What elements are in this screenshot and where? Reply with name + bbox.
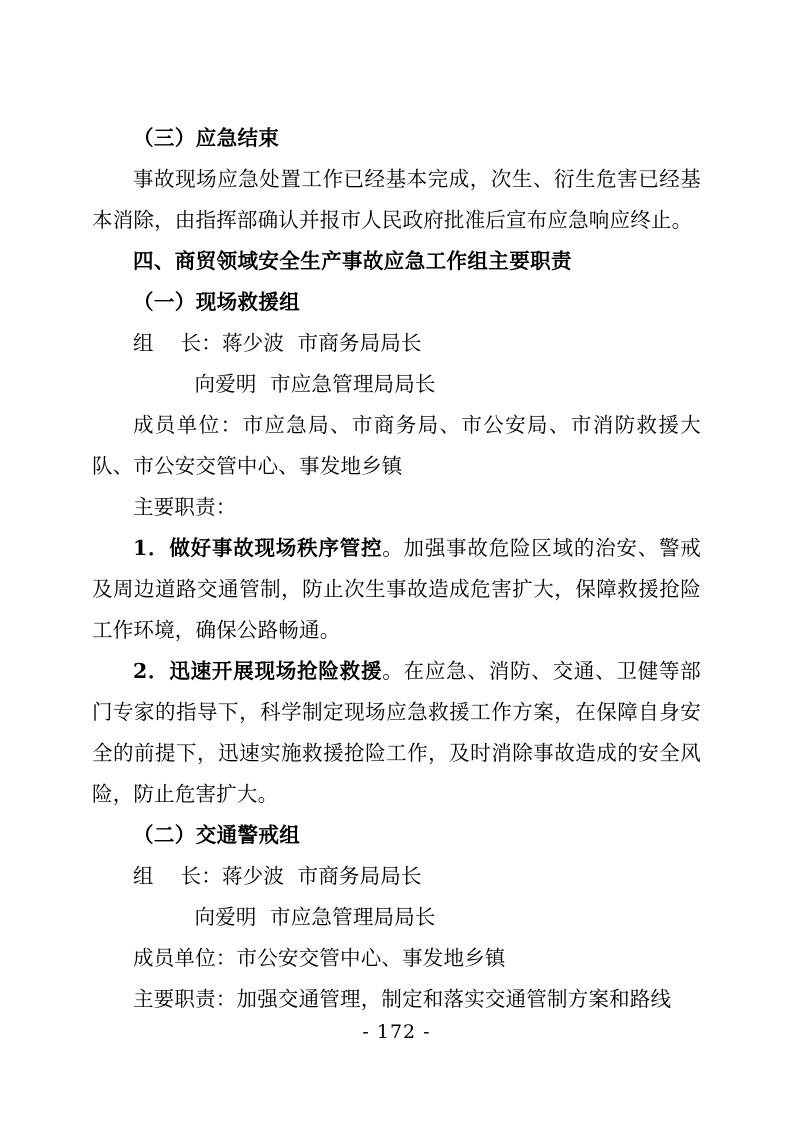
paragraph-emergency-end-body: 事故现场应急处置工作已经基本完成，次生、衍生危害已经基本消除，由指挥部确认并报市人民政府批准后宣布应急响应终止。 — [92, 167, 701, 232]
page-number: - 172 - — [362, 1021, 431, 1043]
rescue-group-duty-1 — [92, 528, 701, 651]
section-heading-rescue-group: （一）现场救援组 — [133, 290, 301, 314]
traffic-group-leader-line-2: 向爱明 市应急管理局局长 — [194, 905, 436, 929]
rescue-group-leader-line-2: 向爱明 市应急管理局局长 — [194, 372, 436, 396]
rescue-group-leader-line: 组 长：蒋少波 市商务局局长 — [133, 331, 422, 355]
document-body — [92, 118, 701, 1020]
rescue-group-duty-2 — [92, 651, 701, 815]
traffic-group-members: 成员单位：市公安交管中心、事发地乡镇 — [133, 946, 506, 970]
rescue-group-duties-label: 主要职责： — [133, 495, 237, 519]
rescue-group-duty-2-body: 。在应急、消防、交通、卫健等部门专家的指导下，科学制定现场应急救援工作方案，在保障自身安全的前提下，迅速实施救援抢险工作，及时消除事故造成的安全风险，防止危害扩大。 — [92, 659, 702, 806]
rescue-group-duty-1-body: 。加强事故危险区域的治安、警戒及周边道路交通管制，防止次生事故造成危害扩大，保障救援抢险工作环境，确保公路畅通。 — [92, 536, 702, 642]
traffic-group-duties: 主要职责：加强交通管理，制定和落实交通管制方案和路线 — [133, 987, 672, 1011]
section-heading-workgroup-duties: 四、商贸领域安全生产事故应急工作组主要职责 — [133, 249, 572, 273]
traffic-group-leader-line: 组 长：蒋少波 市商务局局长 — [133, 864, 422, 888]
section-heading-emergency-end: （三）应急结束 — [133, 126, 280, 150]
section-heading-traffic-group: （二）交通警戒组 — [133, 823, 301, 847]
rescue-group-duty-1-lead: 1．做好事故现场秩序管控 — [133, 536, 383, 560]
rescue-group-duty-2-lead: 2．迅速开展现场抢险救援 — [133, 659, 383, 683]
rescue-group-members: 成员单位：市应急局、市商务局、市公安局、市消防救援大队、市公安交管中心、事发地乡镇 — [92, 413, 701, 478]
